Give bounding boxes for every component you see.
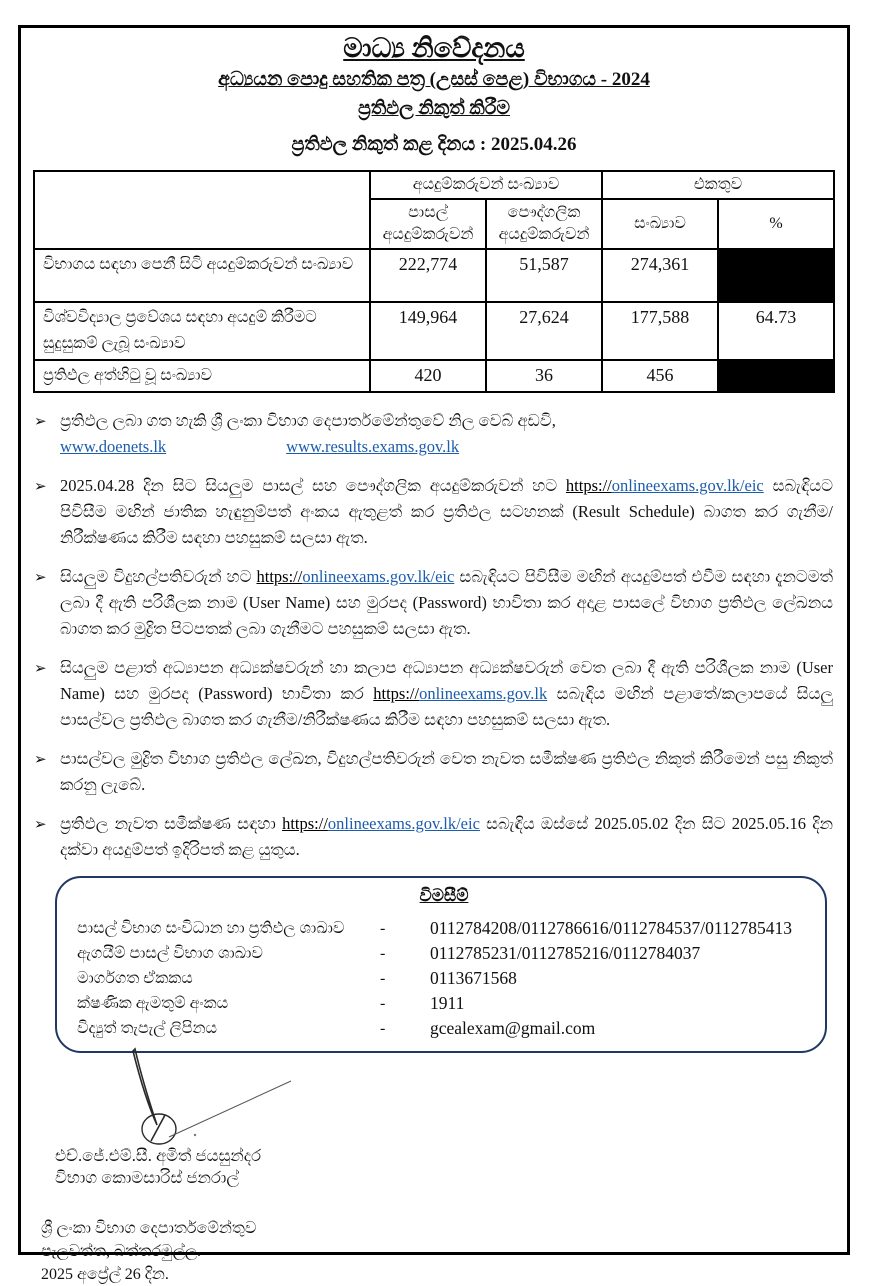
bullet-text: සබැඳිය ඔස්සේ 2025.05.02 දින සිට 2025.05.16 දින දක්වා අයදුම්පත් ඉදිරිපත් කළ යුතුය. (60, 814, 833, 859)
row-label: විභාගය සඳහා පෙනී සිටි අයදුම්කරුවන් සංඛ්‍යාව (34, 249, 370, 302)
arrowhead-bullet-icon: ➢ (34, 659, 47, 677)
results-exams-link[interactable]: www.results.exams.gov.lk (286, 437, 460, 456)
notice-date: 2025 අප්‍රේල් 26 දින. (41, 1266, 169, 1283)
inquiries-box (55, 876, 827, 1053)
row-label: ප්‍රතිඵල අත්හිටු වූ සංඛ්‍යාව (34, 360, 370, 392)
link-protocol[interactable]: https:// (256, 567, 303, 586)
signature-area (33, 1053, 835, 1145)
school-applicants-header: පාසල් අයදුම්කරුවන් (370, 199, 486, 249)
department-name: ශ්‍රී ලංකා විභාග දෙපාර්තමේන්තුව (41, 1220, 257, 1237)
bullet-official-websites (33, 408, 833, 460)
private-count: 36 (486, 360, 602, 392)
signatory-block (55, 1145, 835, 1189)
private-count: 27,624 (486, 302, 602, 360)
table-row (34, 302, 834, 360)
bullet-text: ප්‍රතිඵල ලබා ගත හැකි ශ්‍රී ලංකා විභාග දෙපාර්තමේන්තුවේ නිල වෙබ් අඩවි, (60, 411, 556, 430)
contact-separator: - (380, 920, 386, 937)
contact-label: ක්ෂණික ඇමතුම් අංකය (77, 995, 229, 1012)
contact-label: මාර්ගගත ඒකකය (77, 970, 193, 987)
bullet-text: සියලුම විදුහල්පතිවරුන් හට (60, 567, 257, 586)
signature-image (95, 1045, 305, 1149)
total-count: 274,361 (602, 249, 718, 302)
contact-label: විද්‍යුත් තැපැල් ලිපිනය (77, 1020, 218, 1037)
inquiries-heading: විමසීම් (419, 886, 469, 905)
document-border (18, 25, 850, 1283)
bullet-text: සබැඳියට පිවිසීම මඟින් අයදුම්පත් එවීම සඳහා දැනටමත් ලබා දී ඇති පරිශීලක නාම (User Name) සහ මුරපද (Password) භාවිතා කර අදාළ පාසලේ විභාග ප්‍රතිඵල ලේඛනය බාගත කර මුද්‍රිත පිටපතක් ලබා ගැනීමට පහසුකම් සලසා ඇත. (60, 567, 833, 638)
release-date-line: ප්‍රතිඵල නිකුත් කළ දිනය : 2025.04.26 (291, 134, 577, 155)
school-count: 420 (370, 360, 486, 392)
contact-row (77, 991, 811, 1016)
bullet-education-directors (33, 655, 833, 733)
redacted-cell (718, 249, 834, 302)
redacted-cell (718, 360, 834, 392)
contact-separator: - (380, 995, 386, 1012)
total-count: 456 (602, 360, 718, 392)
contact-label: ඇගයීම් පාසල් විභාග ශාඛාව (77, 945, 263, 962)
bullet-printed-results (33, 746, 833, 798)
notice-bullets (33, 408, 835, 863)
arrowhead-bullet-icon: ➢ (34, 750, 47, 768)
total-count: 177,588 (602, 302, 718, 360)
table-corner-cell (34, 171, 370, 249)
contact-label: පාසල් විභාග සංවිධාන හා ප්‍රතිඵල ශාඛාව (77, 920, 345, 937)
contact-separator: - (380, 945, 386, 962)
bullet-text: සියලුම පළාත් අධ්‍යාපන අධ්‍යක්ෂවරුන් හා කලාප අධ්‍යාපන අධ්‍යක්ෂවරුන් වෙත ලබා දී ඇති පරිශීලක නාම (User Name) සහ මුරපද (Password) භාවිතා කර (60, 658, 833, 703)
table-row (34, 360, 834, 392)
bullet-text: පාසල්වල මුද්‍රිත විභාග ප්‍රතිඵල ලේඛන, විදුහල්පතිවරුන් වෙත නැවත සමීක්ෂණ ප්‍රතිඵල නිකුත් කිරීමෙන් පසු නිකුත් කරනු ලැබේ. (60, 749, 833, 794)
count-header: සංඛ්‍යාව (602, 199, 718, 249)
row-label: විශ්වවිද්‍යාල ප්‍රවේශය සඳහා අයදුම් කිරීමට සුදුසුකම් ලැබූ සංඛ්‍යාව (34, 302, 370, 360)
contact-email: gcealexam@gmail.com (430, 1018, 596, 1038)
contact-separator: - (380, 970, 386, 987)
school-count: 149,964 (370, 302, 486, 360)
bullet-text: සබැඳිය මඟින් පළාතේ/කලාපයේ සියලු පාසල්වල ප්‍රතිඵල බාගත කර ගැනීම/නිරීක්ෂණය කිරීම සඳහා පහසුකම් සලසා ඇත. (60, 684, 834, 729)
contact-row (77, 916, 811, 941)
bullet-text: ප්‍රතිඵල නැවත සමීක්ෂණ සඳහා (60, 814, 283, 833)
contact-row (77, 966, 811, 991)
bullet-principals (33, 564, 833, 642)
total-group-header: එකතුව (602, 171, 834, 199)
onlineexams-eic-link[interactable]: onlineexams.gov.lk/eic (611, 476, 764, 495)
contact-separator: - (380, 1020, 386, 1037)
exam-subtitle: අධ්‍යයන පොදු සහතික පත්‍ර (උසස් පෙළ) විභාගය - 2024 (218, 69, 650, 90)
private-count: 51,587 (486, 249, 602, 302)
onlineexams-eic-link[interactable]: onlineexams.gov.lk/eic (302, 567, 455, 586)
onlineexams-link[interactable]: onlineexams.gov.lk (419, 684, 548, 703)
results-statistics-table (33, 170, 835, 393)
private-applicants-header: පෞද්ගලික අයදුම්කරුවන් (486, 199, 602, 249)
link-protocol[interactable]: https:// (373, 684, 420, 703)
bullet-text: සබැඳියට පිවිසීම මඟින් ජාතික හැඳුනුම්පත් අංකය ඇතුළත් කර ප්‍රතිඵල සටහනක් (Result Schedule) බාගත කර ගැනීම/නිරීක්ෂණය කිරීම සඳහා පහසුකම් සලසා ඇත. (60, 476, 833, 547)
contact-phones: 0112784208/0112786616/0112784537/0112785413 (430, 918, 792, 938)
signatory-name: එච්.ජේ.එම්.සී. අමිත් ජයසුන්දර (55, 1146, 262, 1165)
contact-phones: 0113671568 (430, 968, 517, 988)
arrowhead-bullet-icon: ➢ (34, 412, 47, 430)
department-address: පැලවත්ත, බත්තරමුල්ල. (41, 1243, 202, 1260)
arrowhead-bullet-icon: ➢ (34, 568, 47, 586)
percent-header: % (718, 199, 834, 249)
arrowhead-bullet-icon: ➢ (34, 477, 47, 495)
link-protocol[interactable]: https:// (282, 814, 328, 833)
department-footer (41, 1217, 835, 1286)
page-title: මාධ්‍ය නිවේදනය (343, 33, 525, 63)
bullet-rescrutiny (33, 811, 833, 863)
bullet-result-schedule (33, 473, 833, 551)
contact-phones: 0112785231/0112785216/0112784037 (430, 943, 701, 963)
contact-row (77, 1016, 811, 1041)
results-release-subtitle: ප්‍රතිඵල නිකුත් කිරීම (357, 98, 510, 119)
arrowhead-bullet-icon: ➢ (34, 815, 47, 833)
contact-row (77, 941, 811, 966)
school-count: 222,774 (370, 249, 486, 302)
link-protocol[interactable]: https:// (565, 476, 612, 495)
contact-hotline: 1911 (430, 993, 465, 1013)
doenets-link[interactable]: www.doenets.lk (60, 437, 167, 456)
onlineexams-eic-link[interactable]: onlineexams.gov.lk/eic (327, 814, 480, 833)
signatory-title: විභාග කොමසාරිස් ජනරාල් (55, 1168, 239, 1187)
table-row (34, 249, 834, 302)
bullet-text: 2025.04.28 දින සිට සියලුම පාසල් සහ පෞද්ගලික අයදුම්කරුවන් හට (60, 476, 566, 495)
applicants-group-header: අයදුම්කරුවන් සංඛ්‍යාව (370, 171, 602, 199)
percent-value: 64.73 (718, 302, 834, 360)
